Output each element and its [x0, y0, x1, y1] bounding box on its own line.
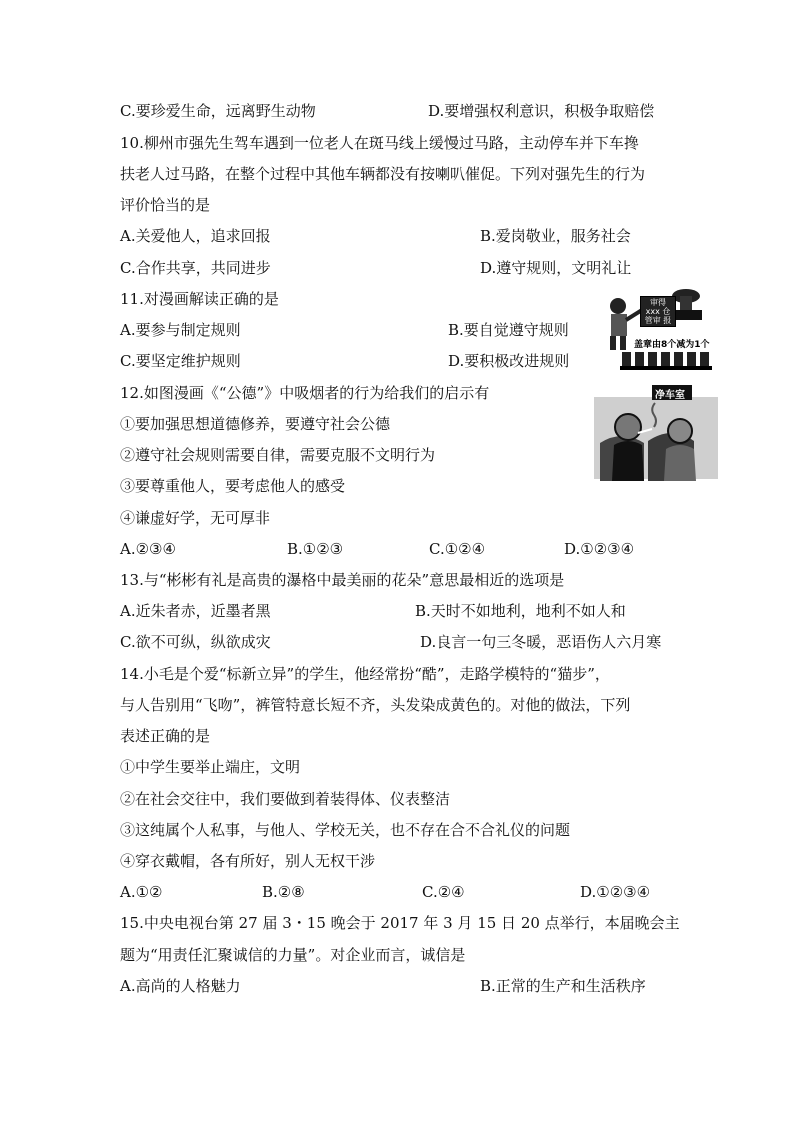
q14-option-d: D.①②③④ — [580, 883, 651, 901]
q12-item-3: ③要尊重他人，要考虑他人的感受 — [120, 477, 346, 495]
q11-option-a: A.要参与制定规则 — [120, 321, 241, 339]
q14-item-2: ②在社会交往中，我们要做到着装得体、仪表整洁 — [120, 790, 451, 808]
q12-option-b: B.①②③ — [287, 540, 344, 558]
q12-cartoon-sign: 净车室 — [655, 390, 685, 401]
q13-option-a: A.近朱者赤，近墨者黑 — [120, 602, 271, 620]
q15-option-a: A.高尚的人格魅力 — [120, 977, 241, 995]
q11-option-b: B.要自觉遵守规则 — [448, 321, 569, 339]
q9-option-c: C.要珍爱生命，远离野生动物 — [120, 102, 316, 120]
q13-option-d: D.良言一句三冬暖，恶语伤人六月寒 — [420, 633, 662, 651]
q11-cartoon-caption: 盖章由8个减为1个 — [634, 340, 710, 350]
q10-stem-line1: 10.柳州市强先生驾车遇到一位老人在斑马线上缓慢过马路，主动停车并下车搀 — [120, 134, 639, 152]
q11-cartoon-image — [602, 286, 720, 372]
q12-option-a: A.②③④ — [120, 540, 176, 558]
q11-option-d: D.要积极改进规则 — [448, 352, 570, 370]
q11-stem: 11.对漫画解读正确的是 — [120, 290, 279, 308]
q14-option-b: B.②⑧ — [262, 883, 305, 901]
q12-item-1: ①要加强思想道德修养，要遵守社会公德 — [120, 415, 391, 433]
q13-stem: 13.与“彬彬有礼是高贵的瀑格中最美丽的花朵”意思最相近的选项是 — [120, 571, 565, 589]
q10-stem-line2: 扶老人过马路，在整个过程中其他车辆都没有按喇叭催促。下列对强先生的行为 — [120, 165, 646, 183]
q12-option-c: C.①②④ — [429, 540, 486, 558]
q14-stem-line2: 与人告别用“飞吻”，裤管特意长短不齐，头发染成黄色的。对他的做法，下列 — [120, 696, 631, 714]
q10-option-a: A.关爱他人，追求回报 — [120, 227, 271, 245]
q15-stem-line1: 15.中央电视台第 27 届 3・15 晚会于 2017 年 3 月 15 日 20 点举行，本届晚会主 — [120, 914, 680, 932]
q14-option-c: C.②④ — [422, 883, 465, 901]
q12-option-d: D.①②③④ — [564, 540, 635, 558]
q14-item-4: ④穿衣戴帽，各有所好，别人无权干涉 — [120, 852, 376, 870]
q14-option-a: A.①② — [120, 883, 163, 901]
q13-option-b: B.天时不如地利，地利不如人和 — [415, 602, 626, 620]
q12-stem: 12.如图漫画《“公德”》中吸烟者的行为给我们的启示有 — [120, 384, 490, 402]
q11-cartoon-board: 审得xxx 仓管审 报 — [640, 296, 676, 327]
q14-stem-line3: 表述正确的是 — [120, 727, 211, 745]
q15-stem-line2: 题为“用责任汇聚诚信的力量”。对企业而言，诚信是 — [120, 946, 466, 964]
q11-option-c: C.要坚定维护规则 — [120, 352, 241, 370]
q10-option-d: D.遵守规则，文明礼让 — [480, 259, 632, 277]
q14-item-3: ③这纯属个人私事，与他人、学校无关，也不存在合不合礼仪的问题 — [120, 821, 571, 839]
q10-option-c: C.合作共享，共同进步 — [120, 259, 271, 277]
q10-option-b: B.爱岗敬业，服务社会 — [480, 227, 631, 245]
q14-stem-line1: 14.小毛是个爱“标新立异”的学生，他经常扮“酷”，走路学模特的“猫步”， — [120, 665, 610, 683]
q15-option-b: B.正常的生产和生活秩序 — [480, 977, 646, 995]
q10-stem-line3: 评价恰当的是 — [120, 196, 211, 214]
q12-cartoon-image — [592, 383, 720, 481]
q14-item-1: ①中学生要举止端庄，文明 — [120, 758, 301, 776]
q13-option-c: C.欲不可纵，纵欲成灾 — [120, 633, 271, 651]
q12-item-2: ②遵守社会规则需要自律，需要克服不文明行为 — [120, 446, 436, 464]
q12-item-4: ④谦虚好学，无可厚非 — [120, 509, 271, 527]
q9-option-d: D.要增强权利意识，积极争取赔偿 — [428, 102, 655, 120]
